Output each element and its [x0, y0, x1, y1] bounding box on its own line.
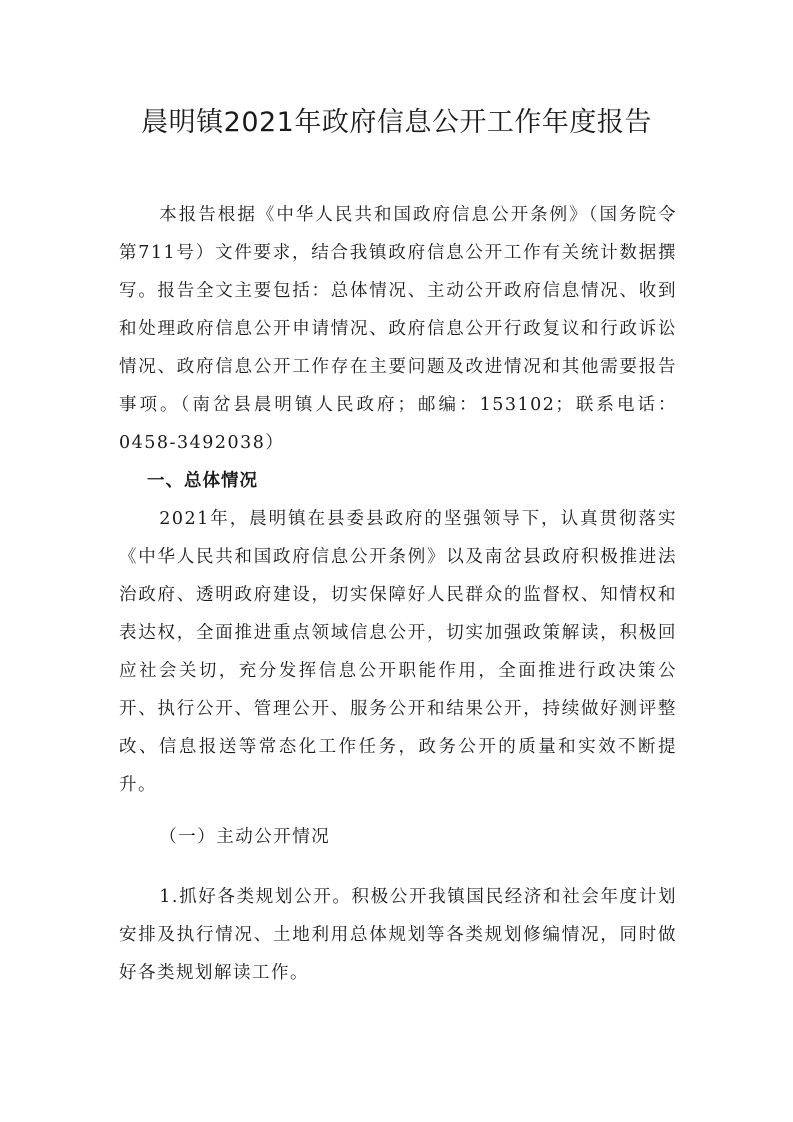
intro-paragraph: 本报告根据《中华人民共和国政府信息公开条例》（国务院令第711号）文件要求，结合我镇政府信息公开工作有关统计数据撰写。报告全文主要包括：总体情况、主动公开政府信息情况、收到和处理政府信息公开申请情况、政府信息公开行政复议和行政诉讼情况、政府信息公开工作存在主要问题及改进情况和其他需要报告事项。（南岔县晨明镇人民政府；邮编：153102；联系电话：0458-3492038） [119, 205, 677, 453]
plan-disclosure-paragraph: 1.抓好各类规划公开。积极公开我镇国民经济和社会年度计划安排及执行情况、土地利用总体规划等各类规划修编情况，同时做好各类规划解读工作。 [119, 887, 677, 983]
subsection-heading-active-disclosure: （一）主动公开情况 [159, 827, 331, 847]
spacer [119, 804, 677, 818]
overview-paragraph: 2021年，晨明镇在县委县政府的坚强领导下，认真贯彻落实《中华人民共和国政府信息公开条例》以及南岔县政府积极推进法治政府、透明政府建设，切实保障好人民群众的监督权、知情权和表达权，全面推进重点领域信息公开，切实加强政策解读，积极回应社会关切，充分发挥信息公开职能作用，全面推进行政决策公开、执行公开、管理公开、服务公开和结果公开，持续做好测评整改、信息报送等常态化工作任务，政务公开的质量和实效不断提升。 [119, 509, 677, 795]
document-title: 晨明镇2021年政府信息公开工作年度报告 [141, 107, 652, 138]
section-heading-overview: 一、总体情况 [147, 471, 258, 491]
spacer [119, 856, 677, 878]
document-body [119, 196, 677, 992]
